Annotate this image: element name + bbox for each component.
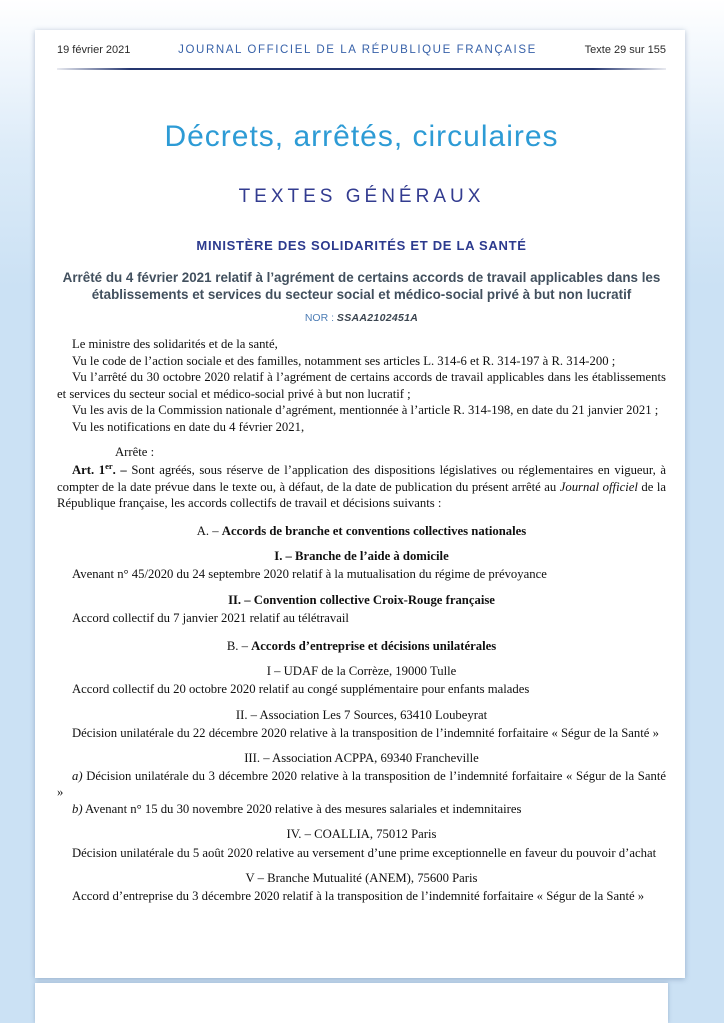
item-marker: a)	[72, 769, 83, 784]
section-a-heading: A. – Accords de branche et conventions collectives nationales	[196, 524, 527, 539]
article-1-number: Art. 1er. –	[72, 461, 132, 478]
article-1-superscript: er	[105, 461, 113, 472]
ministry-title: MINISTÈRE DES SOLIDARITÉS ET DE LA SANTÉ	[196, 238, 527, 253]
agreement-item: Décision unilatérale du 22 décembre 2020 relative à la transposition de l’indemnité forfaitaire « Ségur de la Santé »	[72, 725, 659, 740]
agreement-item: Avenant n° 45/2020 du 24 septembre 2020 relatif à la mutualisation du régime de prévoyance	[72, 567, 547, 582]
subsection-heading: I. – Branche de l’aide à domicile	[274, 549, 449, 564]
subsection-heading: IV. – COALLIA, 75012 Paris	[286, 827, 437, 842]
preamble-paragraph: Vu le code de l’action sociale et des familles, notamment ses articles L. 314-6 et R. 314-197 à R. 314-200 ;	[72, 353, 616, 368]
nor-value: SSAA2102451A	[336, 312, 419, 324]
subsection-heading: I – UDAF de la Corrèze, 19000 Tulle	[266, 664, 457, 679]
header-rule	[57, 68, 666, 70]
decree-title: Arrêté du 4 février 2021 relatif à l’agrément de certains accords de travail applicables dans les établissements et services du secteur social et médico-social privé à but non lucratif	[62, 270, 661, 302]
article-1-paragraph: Art. 1er. – Sont agréés, sous réserve de l’application des dispositions législatives ou réglementaires en vigueur, à compter de la date prévue dans le texte ou, à défaut, de la date de publication du présent arrêté au Journal officiel de la République française, les accords collectifs de travail et décisions suivants :	[57, 461, 666, 510]
preamble-paragraph: Vu les notifications en date du 4 février 2021,	[72, 420, 305, 435]
header-journal-title: JOURNAL OFFICIEL DE LA RÉPUBLIQUE FRANÇAISE	[178, 44, 537, 56]
section-b-heading: B. – Accords d’entreprise et décisions unilatérales	[226, 639, 497, 654]
subsection-heading: V – Branche Mutualité (ANEM), 75600 Paris	[245, 870, 478, 885]
arrete-line: Arrête :	[115, 445, 155, 460]
subsection-heading: II. – Association Les 7 Sources, 63410 Loubeyrat	[235, 707, 488, 722]
section-title: TEXTES GÉNÉRAUX	[238, 186, 485, 207]
header-texte-number: Texte 29 sur 155	[584, 44, 666, 56]
subsection-heading: III. – Association ACPPA, 69340 Francheville	[244, 751, 479, 766]
preamble-paragraph: Vu l’arrêté du 30 octobre 2020 relatif à l’agrément de certains accords de travail applicables dans les établissements et services du secteur social et médico-social privé à but non lucratif ;	[57, 370, 666, 401]
document-title: Décrets, arrêtés, circulaires	[164, 120, 559, 153]
item-marker: b)	[72, 802, 83, 817]
next-page-edge	[35, 983, 668, 1023]
subsection-heading: II. – Convention collective Croix-Rouge française	[228, 592, 495, 607]
agreement-item: Accord collectif du 7 janvier 2021 relatif au télétravail	[72, 610, 349, 625]
nor-label: NOR :	[304, 312, 334, 324]
document-page	[35, 30, 685, 978]
agreement-item: a) Décision unilatérale du 3 décembre 2020 relative à la transposition de l’indemnité forfaitaire « Ségur de la Santé »	[57, 769, 666, 800]
header-date: 19 février 2021	[57, 44, 131, 56]
journal-officiel-italic: Journal officiel	[559, 479, 638, 494]
agreement-item: b) Avenant n° 15 du 30 novembre 2020 relative à des mesures salariales et indemnitaires	[72, 802, 522, 817]
agreement-item: Accord collectif du 20 octobre 2020 relatif au congé supplémentaire pour enfants malades	[72, 682, 530, 697]
preamble-paragraph: Le ministre des solidarités et de la santé,	[72, 337, 278, 351]
preamble-paragraph: Vu les avis de la Commission nationale d’agrément, mentionnée à l’article R. 314-198, en date du 21 janvier 2021 ;	[72, 403, 659, 418]
agreement-item: Accord d’entreprise du 3 décembre 2020 relatif à la transposition de l’indemnité forfaitaire « Ségur de la Santé »	[72, 888, 645, 903]
nor-line	[57, 312, 666, 324]
decree-body	[57, 336, 666, 904]
page-header	[57, 40, 666, 56]
agreement-item: Décision unilatérale du 5 août 2020 relative au versement d’une prime exceptionnelle en faveur du pouvoir d’achat	[72, 845, 657, 860]
